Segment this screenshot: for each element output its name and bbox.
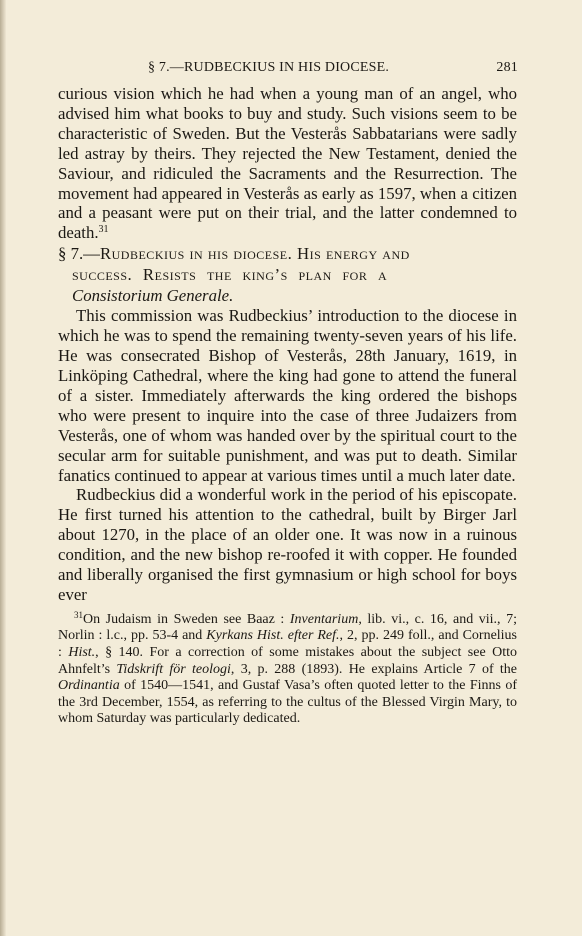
footnote-text-segment: , 3, p. 288 (1893). He explains Article 7 of the	[230, 661, 518, 677]
page-number: 281	[496, 60, 518, 75]
footnote-italic-title: Kyrkans Hist. efter Ref.	[206, 628, 340, 644]
paragraph-3: Rudbeckius did a wonderful work in the period of his episcopate. He first turned his attention to the cathedral, built by Birger Jarl about 1270, in the place of an older one. It was now in a ruinous condition, and the new bishop re-roofed it with copper. He founded and liberally organised the first gymnasium or high school for boys ever	[58, 485, 517, 604]
paragraph-1	[58, 84, 517, 243]
body-text	[58, 84, 517, 728]
footnote-italic-title: Hist.	[68, 645, 96, 661]
footnote-text-segment: , 2, pp. 249 foll., and Cornelius :	[58, 628, 518, 661]
footnote-italic-title: Ordinantia	[58, 678, 120, 694]
section-heading-line-3: Consistorium Generale.	[72, 286, 234, 306]
paragraph-2: This commission was Rudbeckius’ introduction to the diocese in which he was to spend the remaining twenty-seven years of his life. He was consecrated Bishop of Vesterås, 28th January, 1619, in Linköping Cathedral, where the king had gone to attend the funeral of a sister. Immediately afterwards the king ordered the bishops who were present to inquire into the case of three Judaizers from Vesterås, one of whom was handed over by the spiritual court to the secular arm for suitable punishment, and was put to death. Similar fanatics continued to appear at various times until a much later date.	[58, 306, 517, 485]
section-heading-number: § 7.—	[58, 244, 100, 264]
running-head-title: § 7.—RUDBECKIUS IN HIS DIOCESE.	[148, 60, 390, 75]
paragraph-1-text: curious vision which he had when a young man of an angel, who advised him what books to buy and study. Such visions seem to be characteristic of Sweden. But the Vesterås Sabbatarians were sadly led astray by theirs. They rejected the New Testament, denied the Saviour, and ridiculed the Sacraments and the Resurrection. The movement had appeared in Vesterås as early as 1597, when a citizen and a peasant were put on their trial, and the latter condemned to death.	[58, 84, 517, 243]
footnote-text-segment: , lib. vi., c. 16, and vii., 7; Norlin : l.c., pp. 53-4 and	[58, 611, 517, 644]
footnote-text-segment: of 1540—1541, and Gustaf Vasa’s often quoted letter to the Finns of the 3rd December, 1554, as referring to the cultus of the Blessed Virgin Mary, to whom Saturday was particularly dedicated.	[58, 678, 517, 727]
footnote-italic-title: Tidskrift för teologi	[116, 661, 231, 677]
section-heading-line-1: Rudbeckius in his diocese. His energy and	[99, 244, 410, 264]
footnote-31	[58, 609, 518, 728]
footnote-italic-title: Inventarium	[289, 611, 359, 627]
section-heading-line-2: success. Resists the king’s plan for a	[72, 265, 388, 285]
section-heading	[58, 243, 517, 306]
footnote-text	[58, 609, 518, 727]
footnote-text-segment: , § 140. For a correction of some mistakes about the subject see Otto Ahnfelt’s	[58, 645, 517, 677]
footnote-number: 31	[74, 609, 83, 620]
running-head	[62, 60, 518, 80]
footnote-text-segment: On Judaism in Sweden see Baaz :	[83, 611, 290, 627]
footnote-reference: 31	[98, 224, 109, 236]
page-binding-edge	[0, 0, 6, 936]
footnotes	[58, 609, 518, 728]
